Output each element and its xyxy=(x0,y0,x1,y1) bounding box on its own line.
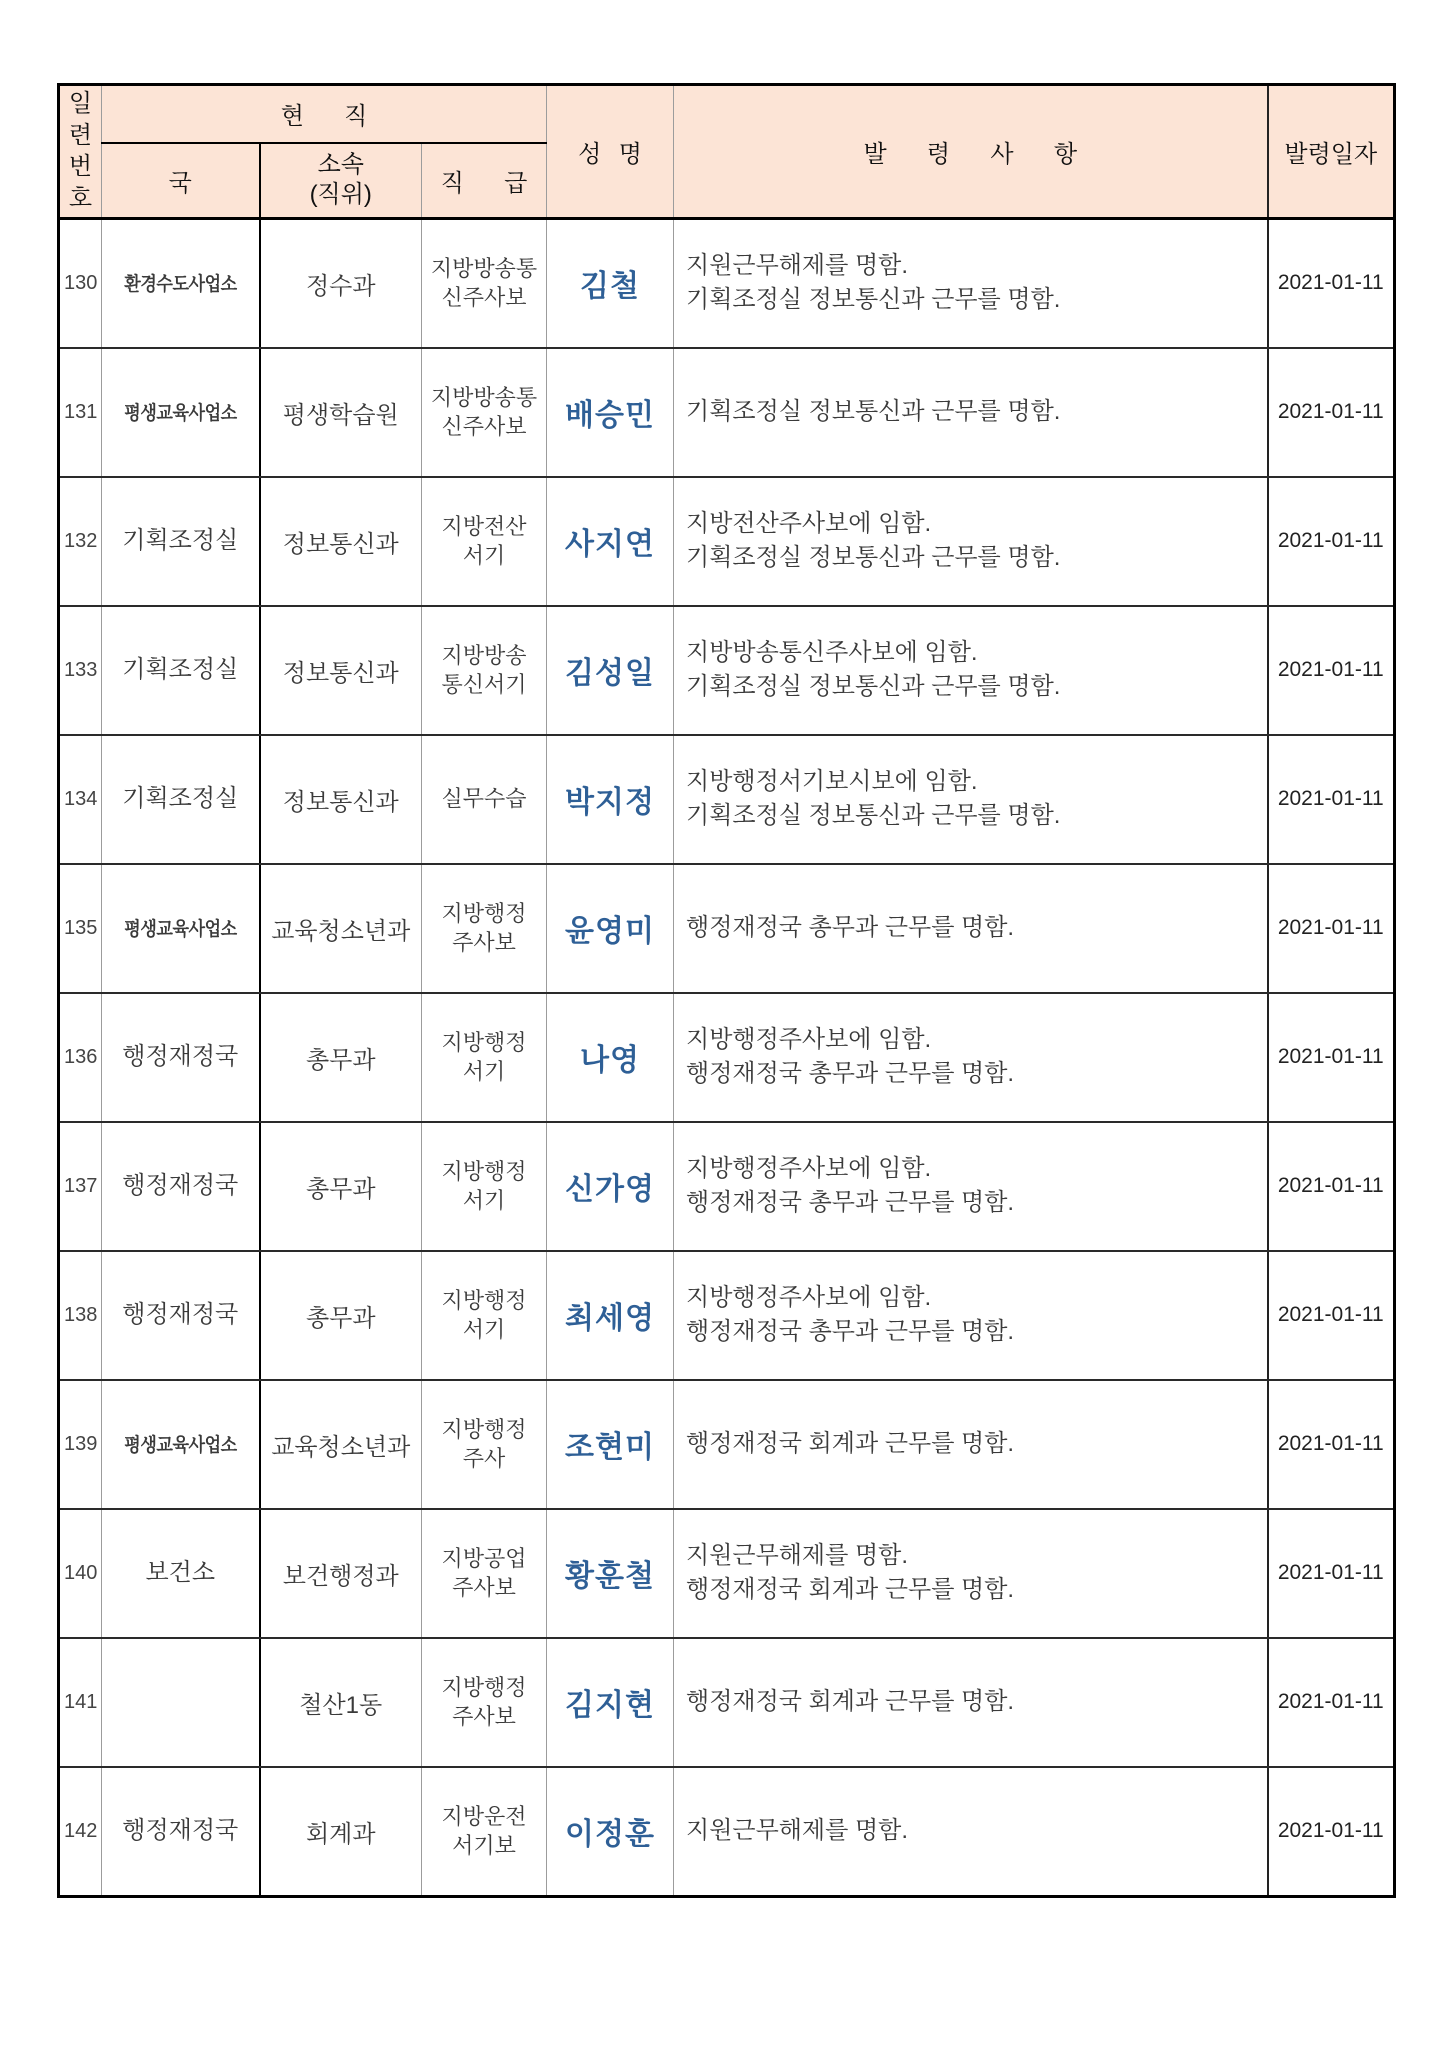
cell-affiliation: 회계과 xyxy=(260,1767,422,1897)
table-row xyxy=(59,864,1395,993)
cell-affiliation: 보건행정과 xyxy=(260,1509,422,1638)
cell-affiliation: 정수과 xyxy=(260,218,422,348)
cell-rank: 지방방송 통신서기 xyxy=(422,606,547,735)
header-date: 발령일자 xyxy=(1268,85,1395,219)
header-affiliation-label: 소속 xyxy=(317,151,364,179)
table-row xyxy=(59,477,1395,606)
cell-appointment-date: 2021-01-11 xyxy=(1268,735,1395,864)
cell-appointment-date: 2021-01-11 xyxy=(1268,1638,1395,1767)
cell-rank: 지방행정 주사 xyxy=(422,1380,547,1509)
cell-appointment-date: 2021-01-11 xyxy=(1268,1767,1395,1897)
cell-bureau: 평생교육사업소 xyxy=(102,348,260,477)
cell-appointment-date: 2021-01-11 xyxy=(1268,993,1395,1122)
cell-rank: 지방방송통 신주사보 xyxy=(422,218,547,348)
cell-appointment-details: 기획조정실 정보통신과 근무를 명함. xyxy=(674,348,1268,477)
cell-serial-number: 137 xyxy=(59,1122,102,1251)
cell-affiliation: 교육청소년과 xyxy=(260,1380,422,1509)
cell-appointment-date: 2021-01-11 xyxy=(1268,864,1395,993)
cell-appointment-details: 지방전산주사보에 임함. 기획조정실 정보통신과 근무를 명함. xyxy=(674,477,1268,606)
cell-name: 박지정 xyxy=(547,735,674,864)
cell-name: 최세영 xyxy=(547,1251,674,1380)
cell-appointment-details: 행정재정국 회계과 근무를 명함. xyxy=(674,1638,1268,1767)
table-body xyxy=(59,218,1395,1896)
cell-name: 나영 xyxy=(547,993,674,1122)
appointment-table xyxy=(57,83,1396,1898)
cell-name: 김성일 xyxy=(547,606,674,735)
cell-appointment-date: 2021-01-11 xyxy=(1268,1509,1395,1638)
cell-appointment-date: 2021-01-11 xyxy=(1268,1380,1395,1509)
cell-name: 조현미 xyxy=(547,1380,674,1509)
cell-bureau: 기획조정실 xyxy=(102,735,260,864)
cell-appointment-date: 2021-01-11 xyxy=(1268,218,1395,348)
cell-serial-number: 133 xyxy=(59,606,102,735)
cell-rank: 지방운전 서기보 xyxy=(422,1767,547,1897)
cell-appointment-details: 지방행정주사보에 임함. 행정재정국 총무과 근무를 명함. xyxy=(674,1122,1268,1251)
cell-serial-number: 131 xyxy=(59,348,102,477)
cell-rank: 지방행정 서기 xyxy=(422,1122,547,1251)
cell-appointment-details: 지방방송통신주사보에 임함. 기획조정실 정보통신과 근무를 명함. xyxy=(674,606,1268,735)
cell-appointment-date: 2021-01-11 xyxy=(1268,348,1395,477)
cell-serial-number: 132 xyxy=(59,477,102,606)
header-bureau: 국 xyxy=(102,143,260,219)
cell-serial-number: 140 xyxy=(59,1509,102,1638)
cell-name: 김철 xyxy=(547,218,674,348)
table-row xyxy=(59,1509,1395,1638)
cell-affiliation: 정보통신과 xyxy=(260,606,422,735)
cell-serial-number: 136 xyxy=(59,993,102,1122)
cell-name: 황훈철 xyxy=(547,1509,674,1638)
cell-appointment-date: 2021-01-11 xyxy=(1268,1251,1395,1380)
table-row xyxy=(59,1767,1395,1897)
header-current-position: 현 직 xyxy=(102,85,547,143)
cell-affiliation: 평생학습원 xyxy=(260,348,422,477)
cell-serial-number: 138 xyxy=(59,1251,102,1380)
cell-rank: 지방행정 주사보 xyxy=(422,1638,547,1767)
cell-bureau: 행정재정국 xyxy=(102,1767,260,1897)
table-row xyxy=(59,1122,1395,1251)
cell-name: 배승민 xyxy=(547,348,674,477)
cell-rank: 지방방송통 신주사보 xyxy=(422,348,547,477)
cell-bureau: 평생교육사업소 xyxy=(102,864,260,993)
cell-affiliation: 정보통신과 xyxy=(260,735,422,864)
cell-name: 신가영 xyxy=(547,1122,674,1251)
cell-name: 사지연 xyxy=(547,477,674,606)
table-row xyxy=(59,218,1395,348)
cell-serial-number: 135 xyxy=(59,864,102,993)
cell-bureau: 행정재정국 xyxy=(102,1251,260,1380)
cell-appointment-details: 지방행정주사보에 임함. 행정재정국 총무과 근무를 명함. xyxy=(674,1251,1268,1380)
cell-rank: 지방공업 주사보 xyxy=(422,1509,547,1638)
cell-bureau: 행정재정국 xyxy=(102,993,260,1122)
cell-rank: 지방행정 서기 xyxy=(422,993,547,1122)
cell-appointment-details: 행정재정국 회계과 근무를 명함. xyxy=(674,1380,1268,1509)
cell-bureau: 평생교육사업소 xyxy=(102,1380,260,1509)
header-affiliation xyxy=(260,143,422,219)
cell-bureau: 행정재정국 xyxy=(102,1122,260,1251)
cell-serial-number: 139 xyxy=(59,1380,102,1509)
cell-appointment-details: 지방행정주사보에 임함. 행정재정국 총무과 근무를 명함. xyxy=(674,993,1268,1122)
cell-appointment-details: 지원근무해제를 명함. 기획조정실 정보통신과 근무를 명함. xyxy=(674,218,1268,348)
cell-name: 김지현 xyxy=(547,1638,674,1767)
cell-affiliation: 철산1동 xyxy=(260,1638,422,1767)
cell-appointment-details: 행정재정국 총무과 근무를 명함. xyxy=(674,864,1268,993)
cell-name: 윤영미 xyxy=(547,864,674,993)
table-row xyxy=(59,1251,1395,1380)
header-serial-number xyxy=(59,85,102,219)
cell-serial-number: 134 xyxy=(59,735,102,864)
cell-appointment-date: 2021-01-11 xyxy=(1268,606,1395,735)
header-appointment: 발 령 사 항 xyxy=(674,85,1268,219)
header-name: 성 명 xyxy=(547,85,674,219)
cell-affiliation: 총무과 xyxy=(260,1122,422,1251)
cell-rank: 지방행정 주사보 xyxy=(422,864,547,993)
cell-bureau: 보건소 xyxy=(102,1509,260,1638)
cell-name: 이정훈 xyxy=(547,1767,674,1897)
table-row xyxy=(59,1638,1395,1767)
cell-appointment-details: 지원근무해제를 명함. xyxy=(674,1767,1268,1897)
cell-rank: 지방전산 서기 xyxy=(422,477,547,606)
cell-bureau: 환경수도사업소 xyxy=(102,218,260,348)
table-row xyxy=(59,1380,1395,1509)
table-row xyxy=(59,348,1395,477)
cell-bureau xyxy=(102,1638,260,1767)
cell-bureau: 기획조정실 xyxy=(102,606,260,735)
header-affiliation-sub-label: (직위) xyxy=(309,181,372,209)
cell-serial-number: 141 xyxy=(59,1638,102,1767)
header-serial-number-label: 일련번호 xyxy=(68,90,93,213)
cell-appointment-date: 2021-01-11 xyxy=(1268,477,1395,606)
table-header xyxy=(59,85,1395,219)
cell-affiliation: 정보통신과 xyxy=(260,477,422,606)
cell-rank: 지방행정 서기 xyxy=(422,1251,547,1380)
table-row xyxy=(59,606,1395,735)
table-row xyxy=(59,735,1395,864)
cell-appointment-date: 2021-01-11 xyxy=(1268,1122,1395,1251)
header-rank: 직 급 xyxy=(422,143,547,219)
table-row xyxy=(59,993,1395,1122)
cell-affiliation: 총무과 xyxy=(260,993,422,1122)
cell-affiliation: 교육청소년과 xyxy=(260,864,422,993)
cell-appointment-details: 지방행정서기보시보에 임함. 기획조정실 정보통신과 근무를 명함. xyxy=(674,735,1268,864)
cell-appointment-details: 지원근무해제를 명함. 행정재정국 회계과 근무를 명함. xyxy=(674,1509,1268,1638)
cell-bureau: 기획조정실 xyxy=(102,477,260,606)
cell-serial-number: 130 xyxy=(59,218,102,348)
cell-affiliation: 총무과 xyxy=(260,1251,422,1380)
cell-rank: 실무수습 xyxy=(422,735,547,864)
cell-serial-number: 142 xyxy=(59,1767,102,1897)
